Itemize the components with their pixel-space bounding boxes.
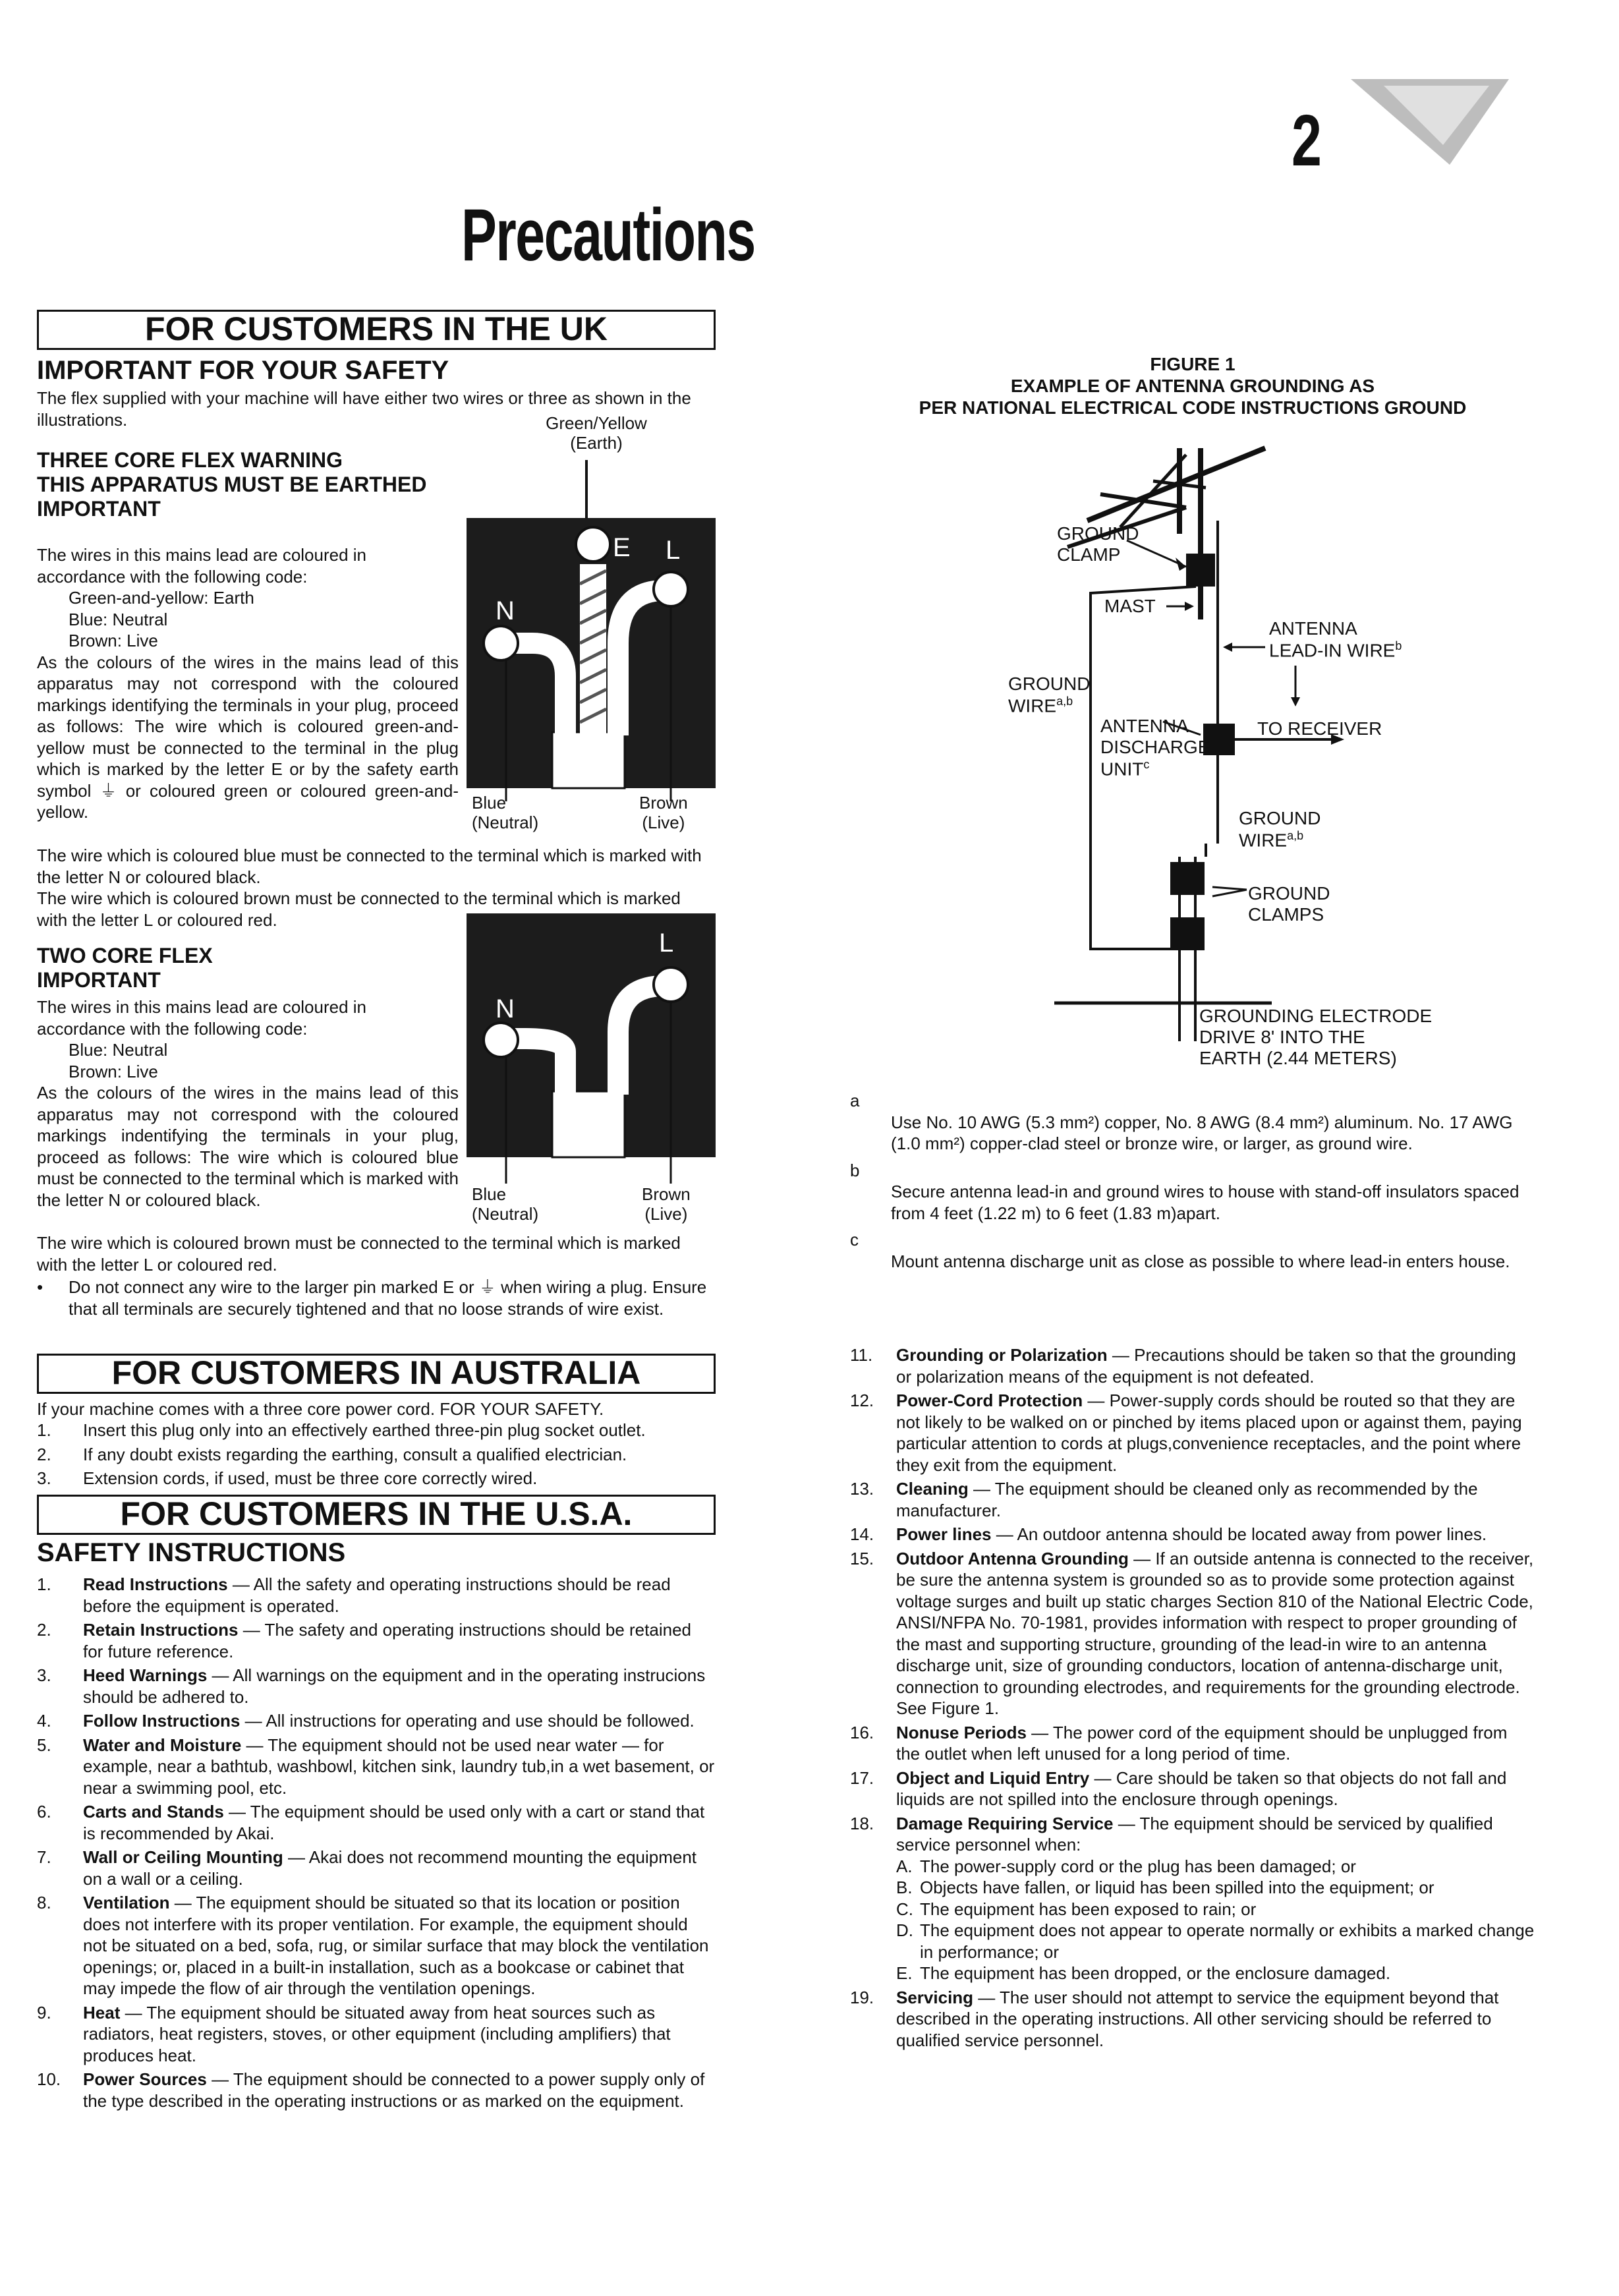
item-number: 2. <box>37 1444 51 1464</box>
uk-section <box>37 310 716 350</box>
two-core-flex: TWO CORE FLEX <box>37 944 213 967</box>
note-c-letter: c <box>850 1230 859 1249</box>
electrode-line2: DRIVE 8' INTO THE <box>1199 1027 1365 1048</box>
two-blue-label-line2: (Neutral) <box>472 1203 539 1224</box>
two-core-heading <box>37 944 213 992</box>
to-receiver-label: TO RECEIVER <box>1257 718 1382 739</box>
item-title: Ventilation <box>83 1893 170 1912</box>
earth-arrow <box>580 460 593 519</box>
page-title: Precautions <box>461 194 755 276</box>
item-number: 10. <box>37 2069 61 2089</box>
three-core-warning: THREE CORE FLEX WARNING <box>37 448 343 472</box>
subitem-letter: E. <box>896 1963 913 1983</box>
antenna-lead-sup: b <box>1395 639 1402 653</box>
item-title: Carts and Stands <box>83 1802 224 1822</box>
subitem-text: The equipment has been dropped, or the enclosure damaged. <box>920 1963 1391 1983</box>
item-text: — Precautions should be taken so that the grounding or polarization means of the equipment is not defeated. <box>896 1345 1516 1387</box>
two-core-letter-l: L <box>659 929 674 958</box>
australia-list <box>37 1420 716 1492</box>
blue-label-line2: (Neutral) <box>472 812 539 832</box>
damage-subitem <box>896 1877 1535 1899</box>
item-text: — If an outside antenna is connected to the receiver, be sure the antenna system is grounded so as to provide some protection against voltage surges and built up static charges Section 810 of the National Electric Code, ANSI/NFPA No. 70-1981, provides information with respect to proper grounding of the mast and supporting structure, grounding of the lead-in wire to an antenna discharge unit, size of grounding conductors, location of antenna-discharge unit, connection to grounding electrodes, and requirements for the grounding electrode. See Figure 1. <box>896 1548 1534 1718</box>
figure1-notes <box>850 1090 1535 1272</box>
uk-safety-title: IMPORTANT FOR YOUR SAFETY <box>37 356 449 385</box>
brown-label-line2: (Live) <box>642 812 685 832</box>
uk-box-title: FOR CUSTOMERS IN THE UK <box>37 310 716 350</box>
ground-wire-sup: a,b <box>1056 695 1073 708</box>
item-number: 5. <box>37 1735 51 1755</box>
list-item <box>850 1524 1535 1545</box>
item-text: — The equipment should be serviced by qualified service personnel when: <box>896 1813 1493 1854</box>
corner-decoration <box>1344 72 1516 178</box>
list-item <box>850 1548 1535 1719</box>
figure1-caption-1: FIGURE 1 <box>1150 354 1236 374</box>
code-live: Brown: Live <box>69 631 158 650</box>
subitem-letter: D. <box>896 1920 913 1940</box>
subitem-text: Objects have fallen, or liquid has been spilled into the equipment; or <box>920 1878 1434 1897</box>
two-brown-label-line2: (Live) <box>644 1203 688 1224</box>
ground-wire2-sup: a,b <box>1287 829 1304 843</box>
item-text: — The equipment should be cleaned only as recommended by the manufacturer. <box>896 1479 1478 1520</box>
item-number: 7. <box>37 1847 51 1867</box>
important-label: IMPORTANT <box>37 496 161 521</box>
item-title: Heed Warnings <box>83 1665 208 1685</box>
list-item <box>37 1801 716 1844</box>
item-number: 3. <box>37 1665 51 1685</box>
ground-clamps-label <box>1248 883 1330 925</box>
three-core-para2: As the colours of the wires in the mains lead of this apparatus may not correspond with the coloured markings identifying the terminals in your plug, proceed as follows: The wire which is coloured green-and-yellow must be connected to the terminal in the plug which is marked by the letter E or by the safety earth symbol ⏚ or coloured green or coloured green-and-yellow. <box>37 652 459 822</box>
item-title: Power lines <box>896 1524 992 1544</box>
australia-section <box>37 1354 716 1394</box>
list-item <box>37 1444 716 1466</box>
item-title: Follow Instructions <box>83 1711 241 1731</box>
two-core-para3: The wire which is coloured brown must be connected to the terminal which is marked with the letter L or coloured red. <box>37 1233 681 1275</box>
three-core-para1: The wires in this mains lead are coloured in accordance with the following code: <box>37 545 367 587</box>
earth-label-line1: Green/Yellow <box>546 413 647 433</box>
uk-intro: The flex supplied with your machine will have either two wires or three as shown in the illustrations. <box>37 388 691 430</box>
item-number: 1. <box>37 1420 51 1440</box>
two-core-para2: As the colours of the wires in the mains lead of this apparatus may not correspond with the coloured markings indentifying the terminals in your plug, proceed as follows: The wire which is coloured blue must be connected to the terminal which is marked with the letter N or coloured black. <box>37 1083 459 1210</box>
item-number: 14. <box>850 1524 874 1544</box>
item-text: — Akai does not recommend mounting the equipment on a wall or a ceiling. <box>83 1847 697 1889</box>
three-core-text <box>37 544 459 823</box>
code-neutral: Blue: Neutral <box>69 609 168 629</box>
item-text: — Power-supply cords should be routed so that they are not likely to be walked on or pinched by items placed upon or against them, paying particular attention to cords at plugs,convenience receptacles, and the point where they exit from the equipment. <box>896 1391 1522 1475</box>
two-core-bullet: • Do not connect any wire to the larger pin marked E or ⏚ when wiring a plug. Ensure that all terminals are securely tightened and that no loose strands of wire exist. <box>37 1277 707 1319</box>
must-be-earthed: THIS APPARATUS MUST BE EARTHED <box>37 472 427 496</box>
item-number: 1. <box>37 1574 51 1594</box>
ground-clamp-line2: CLAMP <box>1057 544 1121 565</box>
figure1-caption <box>850 353 1535 418</box>
two-core-bullet-text: Do not connect any wire to the larger pin marked E or ⏚ when wiring a plug. Ensure that all terminals are securely tightened and that no loose strands of wire exist. <box>69 1277 707 1319</box>
item-number: 11. <box>850 1345 873 1365</box>
three-core-heading <box>37 448 426 521</box>
two-core-important: IMPORTANT <box>37 967 161 992</box>
item-title: Damage Requiring Service <box>896 1813 1114 1833</box>
electrode-line3: EARTH (2.44 METERS) <box>1199 1048 1397 1069</box>
item-text: Insert this plug only into an effectively earthed three-pin plug socket outlet. <box>83 1420 646 1440</box>
damage-subitem <box>896 1899 1535 1920</box>
item-text: Extension cords, if used, must be three core correctly wired. <box>83 1468 538 1488</box>
item-text: — All the safety and operating instructions should be read before the equipment is operated. <box>83 1574 671 1616</box>
note-c-text: Mount antenna discharge unit as close as possible to where lead-in enters house. <box>891 1251 1510 1271</box>
two-code-neutral: Blue: Neutral <box>69 1040 168 1060</box>
item-title: Retain Instructions <box>83 1620 239 1640</box>
australia-box-title: FOR CUSTOMERS IN AUSTRALIA <box>37 1354 716 1394</box>
item-number: 15. <box>850 1548 874 1568</box>
item-text: — The equipment should be used only with a cart or stand that is recommended by Akai. <box>83 1802 705 1843</box>
item-number: 19. <box>850 1987 874 2007</box>
earth-label <box>540 414 652 453</box>
two-core-brown-label <box>642 1185 691 1224</box>
item-text: — Care should be taken so that objects do not fall and liquids are not spilled into the enclosure through openings. <box>896 1767 1507 1809</box>
item-title: Cleaning <box>896 1479 969 1499</box>
item-number: 3. <box>37 1468 51 1488</box>
ground-wire-line1: GROUND <box>1008 674 1091 694</box>
item-text: — The safety and operating instructions should be retained for future reference. <box>83 1620 691 1661</box>
subitem-letter: A. <box>896 1856 913 1876</box>
list-item <box>850 1478 1535 1521</box>
discharge-line3: UNIT <box>1100 759 1144 780</box>
discharge-sup: c <box>1143 758 1150 772</box>
three-core-blue-label <box>472 793 538 833</box>
three-core-para4: The wire which is coloured brown must be connected to the terminal which is marked with the letter L or coloured red. <box>37 888 681 930</box>
two-blue-label-line1: Blue <box>472 1184 507 1204</box>
note-b-text: Secure antenna lead-in and ground wires to house with stand-off insulators spaced from 4 feet (1.22 m) to 6 feet (1.83 m)apart. <box>891 1182 1520 1223</box>
discharge-line2: DISCHARGE <box>1100 737 1210 758</box>
damage-subitem <box>896 1963 1535 1984</box>
ground-wire2-label <box>1239 808 1321 851</box>
usa-list-right <box>850 1344 1535 2053</box>
two-core-para1: The wires in this mains lead are coloured in accordance with the following code: <box>37 997 367 1039</box>
item-text: — An outdoor antenna should be located away from power lines. <box>991 1524 1487 1544</box>
three-core-letter-l: L <box>666 536 681 565</box>
item-title: Object and Liquid Entry <box>896 1767 1090 1788</box>
subitem-text: The power-supply cord or the plug has been damaged; or <box>920 1856 1356 1876</box>
note-a-letter: a <box>850 1091 860 1110</box>
list-item <box>37 1847 716 1889</box>
two-core-blue-label <box>472 1185 538 1224</box>
item-title: Wall or Ceiling Mounting <box>83 1847 283 1867</box>
blue-label-line1: Blue <box>472 793 507 813</box>
list-item <box>37 1735 716 1799</box>
item-number: 4. <box>37 1711 51 1731</box>
item-text: If any doubt exists regarding the earthing, consult a qualified electrician. <box>83 1444 627 1464</box>
note-a-text: Use No. 10 AWG (5.3 mm²) copper, No. 8 AWG (8.4 mm²) aluminum. No. 17 AWG (1.0 mm²) copper-clad steel or bronze wire, or larger, as ground wire. <box>891 1112 1513 1153</box>
item-title: Servicing <box>896 1987 974 2007</box>
item-title: Grounding or Polarization <box>896 1345 1108 1365</box>
item-number: 2. <box>37 1620 51 1640</box>
item-text: — The equipment should be connected to a power supply only of the type described in the operating instructions or as marked on the equipment. <box>83 2069 705 2111</box>
three-core-para3: The wire which is coloured blue must be connected to the terminal which is marked with the letter N or coloured black. <box>37 846 702 887</box>
subitem-letter: C. <box>896 1899 913 1919</box>
two-brown-label-line1: Brown <box>642 1184 691 1204</box>
item-text: — The user should not attempt to service the equipment beyond that described in the operating instructions. All other servicing should be referred to qualified service personnel. <box>896 1987 1499 2050</box>
list-item <box>37 1710 716 1732</box>
item-number: 17. <box>850 1767 874 1788</box>
ground-clamp-line1: GROUND <box>1057 523 1139 544</box>
item-text: — All instructions for operating and use should be followed. <box>240 1711 695 1731</box>
ground-clamp-label <box>1057 523 1139 565</box>
list-item <box>37 2069 716 2111</box>
item-number: 18. <box>850 1813 874 1833</box>
antenna-lead-line2: LEAD-IN WIRE <box>1269 640 1396 661</box>
antenna-lead-label <box>1269 618 1402 662</box>
damage-subitem <box>896 1920 1535 1963</box>
note-b-letter: b <box>850 1160 860 1180</box>
figure1-caption-3: PER NATIONAL ELECTRICAL CODE INSTRUCTIONS GROUND <box>919 397 1467 418</box>
item-number: 8. <box>37 1893 51 1912</box>
earth-label-line2: (Earth) <box>570 432 623 453</box>
ground-wire2-line2: WIRE <box>1239 830 1288 851</box>
list-item <box>37 1574 716 1617</box>
list-item <box>37 1619 716 1662</box>
item-title: Nonuse Periods <box>896 1722 1027 1742</box>
list-item <box>37 1892 716 1999</box>
australia-intro: If your machine comes with a three core power cord. FOR YOUR SAFETY. <box>37 1399 604 1419</box>
list-item <box>850 1767 1535 1810</box>
discharge-line1: ANTENNA <box>1100 716 1189 736</box>
discharge-unit-label <box>1100 716 1210 780</box>
item-text: — All warnings on the equipment and in the operating instrucions should be adhered to. <box>83 1665 706 1707</box>
list-item <box>850 1344 1535 1387</box>
list-item <box>37 1665 716 1708</box>
usa-section <box>37 1495 716 1535</box>
damage-subitem <box>896 1856 1535 1878</box>
item-title: Outdoor Antenna Grounding <box>896 1548 1129 1568</box>
usa-box-title: FOR CUSTOMERS IN THE U.S.A. <box>37 1495 716 1535</box>
ground-clamps-line1: GROUND <box>1248 883 1330 904</box>
ground-wire-line2: WIRE <box>1008 695 1057 716</box>
item-title: Power-Cord Protection <box>896 1391 1083 1410</box>
item-title: Read Instructions <box>83 1574 228 1594</box>
item-text: — The power cord of the equipment should be unplugged from the outlet when left unused for a long period of time. <box>896 1722 1508 1764</box>
ground-wire2-line1: GROUND <box>1239 808 1321 828</box>
item-text: — The equipment should not be used near water — for example, near a bathtub, washbowl, kitchen sink, laundry tub,in a wet basement, or near a swimming pool, etc. <box>83 1735 715 1798</box>
two-core-letter-n: N <box>496 994 515 1023</box>
list-item <box>850 1987 1535 2052</box>
item-number: 16. <box>850 1722 874 1742</box>
page-number: 2 <box>1292 100 1322 181</box>
grounding-electrode-label <box>1199 1006 1432 1070</box>
electrode-line1: GROUNDING ELECTRODE <box>1199 1006 1433 1026</box>
ground-wire-label <box>1008 674 1090 717</box>
mast-label: MAST <box>1104 596 1156 616</box>
item-title: Heat <box>83 2002 121 2023</box>
item-text: — The equipment should be situated away from heat sources such as radiators, heat registers, stoves, or other equipment (including amplifiers) that produces heat. <box>83 2002 671 2065</box>
subitem-letter: B. <box>896 1878 913 1897</box>
antenna-lead-line1: ANTENNA <box>1269 618 1357 639</box>
brown-label-line1: Brown <box>639 793 688 813</box>
three-core-letter-n: N <box>496 596 515 625</box>
figure1-caption-2: EXAMPLE OF ANTENNA GROUNDING AS <box>1010 376 1375 397</box>
item-title: Water and Moisture <box>83 1735 242 1755</box>
item-text: — The equipment should be situated so that its location or position does not interfere with its proper ventilation. For example, the equipment should not be situated on a bed, sofa, rug, or similar surface that may block the ventilation openings; or, placed in a built-in installation, such as a bookcase or cabinet that may impede the flow of air through the ventilation openings. <box>83 1893 709 1998</box>
two-core-text <box>37 996 459 1211</box>
item-title: Power Sources <box>83 2069 207 2089</box>
code-earth: Green-and-yellow: Earth <box>69 588 254 608</box>
item-number: 13. <box>850 1479 874 1499</box>
list-item <box>37 1468 716 1489</box>
item-number: 12. <box>850 1391 874 1410</box>
usa-list-left <box>37 1574 716 2114</box>
subitem-text: The equipment has been exposed to rain; or <box>920 1899 1257 1919</box>
subitem-text: The equipment does not appear to operate normally or exhibits a marked change in performance; or <box>920 1920 1535 1962</box>
ground-clamps-line2: CLAMPS <box>1248 904 1324 925</box>
usa-safety-title: SAFETY INSTRUCTIONS <box>37 1538 346 1567</box>
list-item <box>850 1390 1535 1476</box>
list-item <box>37 2002 716 2067</box>
two-code-live: Brown: Live <box>69 1061 158 1081</box>
three-core-brown-label <box>639 793 688 833</box>
list-item <box>850 1813 1535 1984</box>
list-item <box>850 1722 1535 1765</box>
item-number: 9. <box>37 2002 51 2023</box>
two-core-text-cont <box>37 1232 716 1319</box>
three-core-letter-e: E <box>613 533 631 562</box>
list-item <box>37 1420 716 1441</box>
item-number: 6. <box>37 1802 51 1822</box>
